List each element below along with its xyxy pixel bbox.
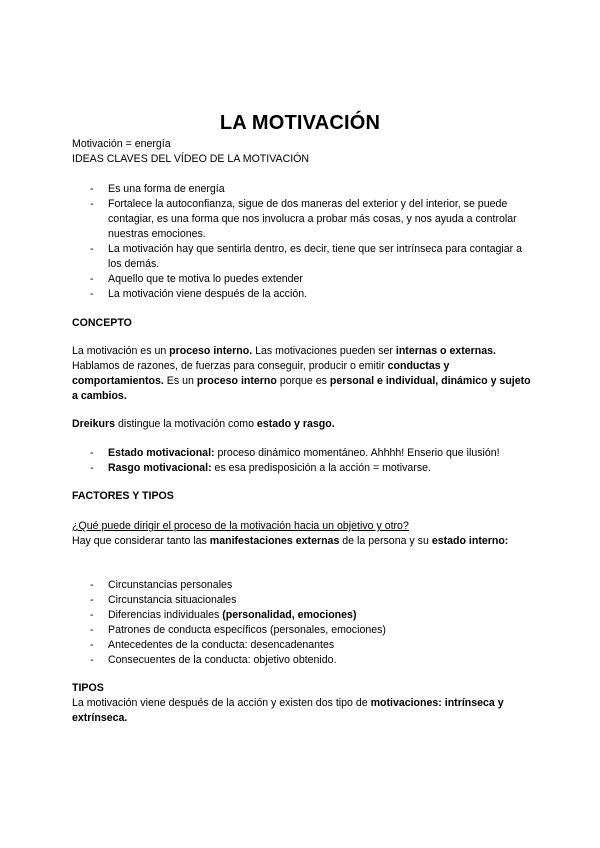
list-item: - Circunstancias personales [72,578,534,593]
intro-line-energy: Motivación = energía [72,138,171,150]
factores-paragraph: Hay que considerar tanto las manifestaciones externas de la persona y su estado interno: [72,535,509,547]
list-item: - Aquello que te motiva lo puedes extender [72,272,534,287]
list-item: - Fortalece la autoconfianza, sigue de dos maneras del exterior y del interior, se puede contagiar, es una forma que nos involucra a probar más cosas, y nos ayuda a controlar nuestras emociones. [72,197,534,242]
list-item: - Diferencias individuales (personalidad, emociones) [72,608,534,623]
list-item: - Rasgo motivacional: es esa predisposición a la acción = motivarse. [72,461,534,476]
list-item: - Patrones de conducta específicos (personales, emociones) [72,623,534,638]
section-heading-concepto: CONCEPTO [72,317,132,329]
tipos-paragraph: La motivación viene después de la acción y existen dos tipo de motivaciones: intrínseca y extrínseca. [72,697,504,724]
motivacion-types-list [72,446,534,476]
list-item: - Es una forma de energía [72,182,534,197]
list-item: - Antecedentes de la conducta: desencadenantes [72,638,534,653]
list-item: - La motivación viene después de la acción. [72,287,534,302]
section-heading-tipos: TIPOS [72,682,104,694]
factores-question: ¿Qué puede dirigir el proceso de la motivación hacia un objetivo y otro? [72,520,409,532]
intro-line-ideas: IDEAS CLAVES DEL VÍDEO DE LA MOTIVACIÓN [72,153,310,165]
list-item: - La motivación hay que sentirla dentro, es decir, tiene que ser intrínseca para contagiar a los demás. [72,242,534,272]
list-item: - Consecuentes de la conducta: objetivo obtenido. [72,653,534,668]
document-title: LA MOTIVACIÓN [219,112,381,134]
concepto-paragraph: La motivación es un proceso interno. Las motivaciones pueden ser internas o externas. Hablamos de razones, de fuerzas para conseguir, producir o emitir conductas y comportamientos. Es un proceso interno porque es personal e individual, dinámico y sujeto a cambios. [72,345,531,402]
factores-list [72,578,534,668]
list-item: - Circunstancia situacionales [72,593,534,608]
dreikurs-paragraph: Dreikurs distingue la motivación como estado y rasgo. [72,418,335,430]
ideas-list [72,182,534,302]
section-heading-factores: FACTORES Y TIPOS [72,490,174,502]
list-item: - Estado motivacional: proceso dinámico momentáneo. Ahhhh! Enserio que ilusión! [72,446,534,461]
